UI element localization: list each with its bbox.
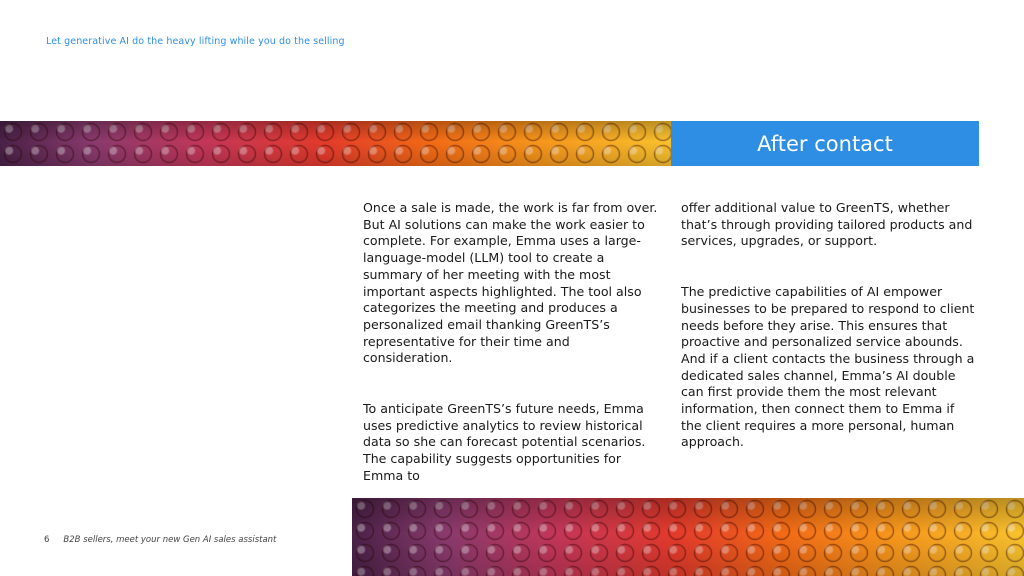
section-heading-text: After contact (757, 131, 893, 156)
body-paragraph: To anticipate GreenTS’s future needs, Emma uses predictive analytics to review historical data so she can forecast potential scenarios. The capability suggests opportunities for Emma to (363, 401, 646, 483)
document-title: B2B sellers, meet your new Gen AI sales assistant (63, 535, 277, 545)
page-number: 6 (44, 535, 50, 545)
decorative-spheres-banner-bottom (352, 498, 1024, 576)
section-heading (671, 121, 979, 166)
body-paragraph: Once a sale is made, the work is far from over. But AI solutions can make the work easier to complete. For example, Emma uses a large-language-model (LLM) tool to create a summary of her meeting with the most important aspects highlighted. The tool also categorizes the meeting and produces a personalized email thanking GreenTS’s representative for their time and consideration. (363, 200, 658, 366)
body-column-left (363, 200, 658, 519)
body-paragraph: offer additional value to GreenTS, whether that’s through providing tailored products and services, upgrades, or support. (681, 200, 973, 249)
body-column-right (681, 200, 976, 485)
decorative-spheres-banner-top (0, 121, 671, 166)
spheres-image (352, 498, 1024, 576)
body-paragraph: The predictive capabilities of AI empower businesses to be prepared to respond to client needs before they arise. This ensures that proactive and personalized service abounds. And if a client contacts the business through a dedicated sales channel, Emma’s AI double can first provide them the most relevant information, then connect them to Emma if the client requires a more personal, human approach. (681, 284, 975, 450)
page-tagline: Let generative AI do the heavy lifting while you do the selling (46, 36, 345, 47)
page-footer (44, 535, 276, 545)
spheres-image (0, 121, 671, 166)
